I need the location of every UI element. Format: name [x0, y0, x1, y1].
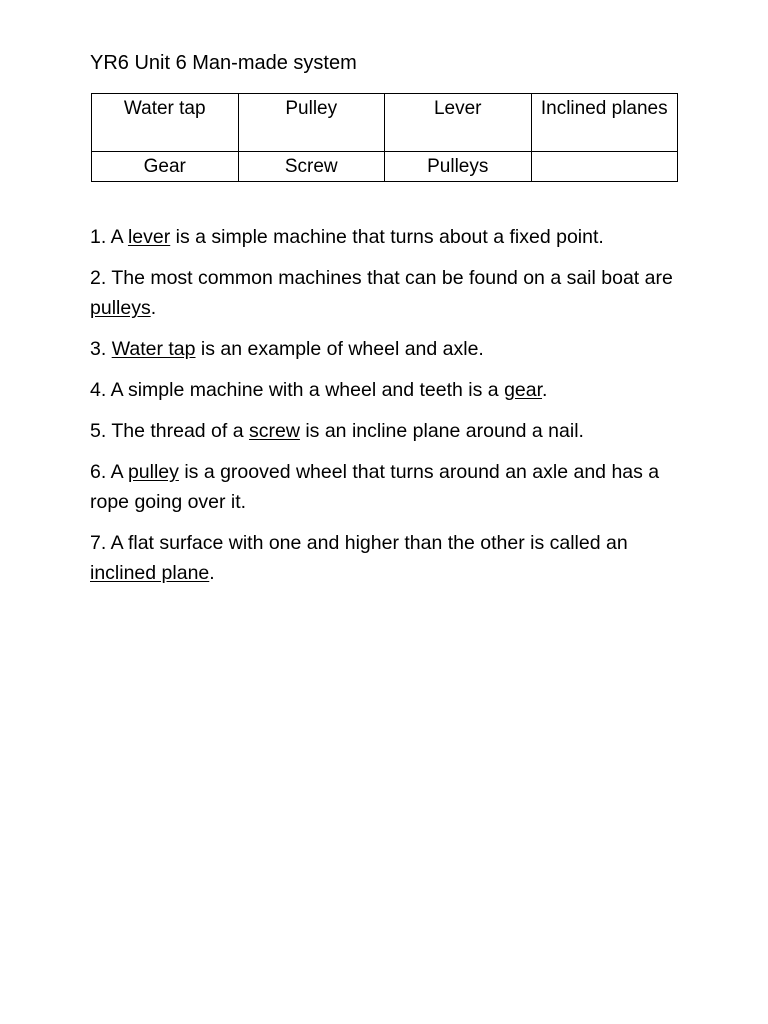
question-item — [90, 263, 690, 323]
word-bank-cell: Water tap — [92, 94, 239, 152]
question-text: is an example of wheel and axle. — [195, 338, 484, 360]
question-text: . — [209, 562, 215, 584]
question-text: 5. The thread of a — [90, 420, 249, 442]
question-item — [90, 528, 690, 588]
question-item — [90, 375, 690, 405]
question-text: 3. — [90, 338, 112, 360]
word-bank-cell — [531, 152, 678, 182]
word-bank-cell: Gear — [92, 152, 239, 182]
question-text: is a simple machine that turns about a fixed point. — [170, 226, 604, 248]
word-bank-cell: Pulley — [238, 94, 385, 152]
question-text: is an incline plane around a nail. — [299, 420, 584, 442]
answer-text: pulley — [127, 461, 179, 483]
word-bank-row — [92, 94, 678, 152]
word-bank-cell: Inclined planes — [531, 94, 678, 152]
question-text: 4. A simple machine with a wheel and teeth is a — [90, 379, 505, 401]
answer-text: Water tap — [111, 338, 196, 360]
question-text: is a grooved wheel that turns around an axle and has a rope going over it. — [90, 461, 660, 513]
document-title: YR6 Unit 6 Man-made system — [90, 52, 357, 74]
question-text: . — [542, 379, 548, 401]
question-text: 7. A flat surface with one and higher than the other is called an — [90, 532, 628, 554]
question-text: 2. The most common machines that can be found on a sail boat are — [90, 267, 673, 289]
answer-text: lever — [127, 226, 171, 248]
word-bank-cell: Lever — [385, 94, 532, 152]
question-item — [90, 457, 690, 517]
question-text: 1. A — [90, 226, 128, 248]
word-bank-cell: Pulleys — [385, 152, 532, 182]
question-list — [90, 222, 690, 599]
answer-text: gear — [504, 379, 543, 401]
question-item — [90, 334, 690, 364]
question-item — [90, 416, 690, 446]
question-item — [90, 222, 690, 252]
question-text: . — [150, 297, 157, 319]
answer-text: screw — [249, 420, 300, 442]
word-bank-cell: Screw — [238, 152, 385, 182]
word-bank-row — [92, 152, 678, 182]
word-bank-table — [91, 93, 678, 182]
question-text: 6. A — [90, 461, 128, 483]
answer-text: pulleys — [90, 297, 151, 319]
answer-text: inclined plane — [90, 562, 210, 584]
